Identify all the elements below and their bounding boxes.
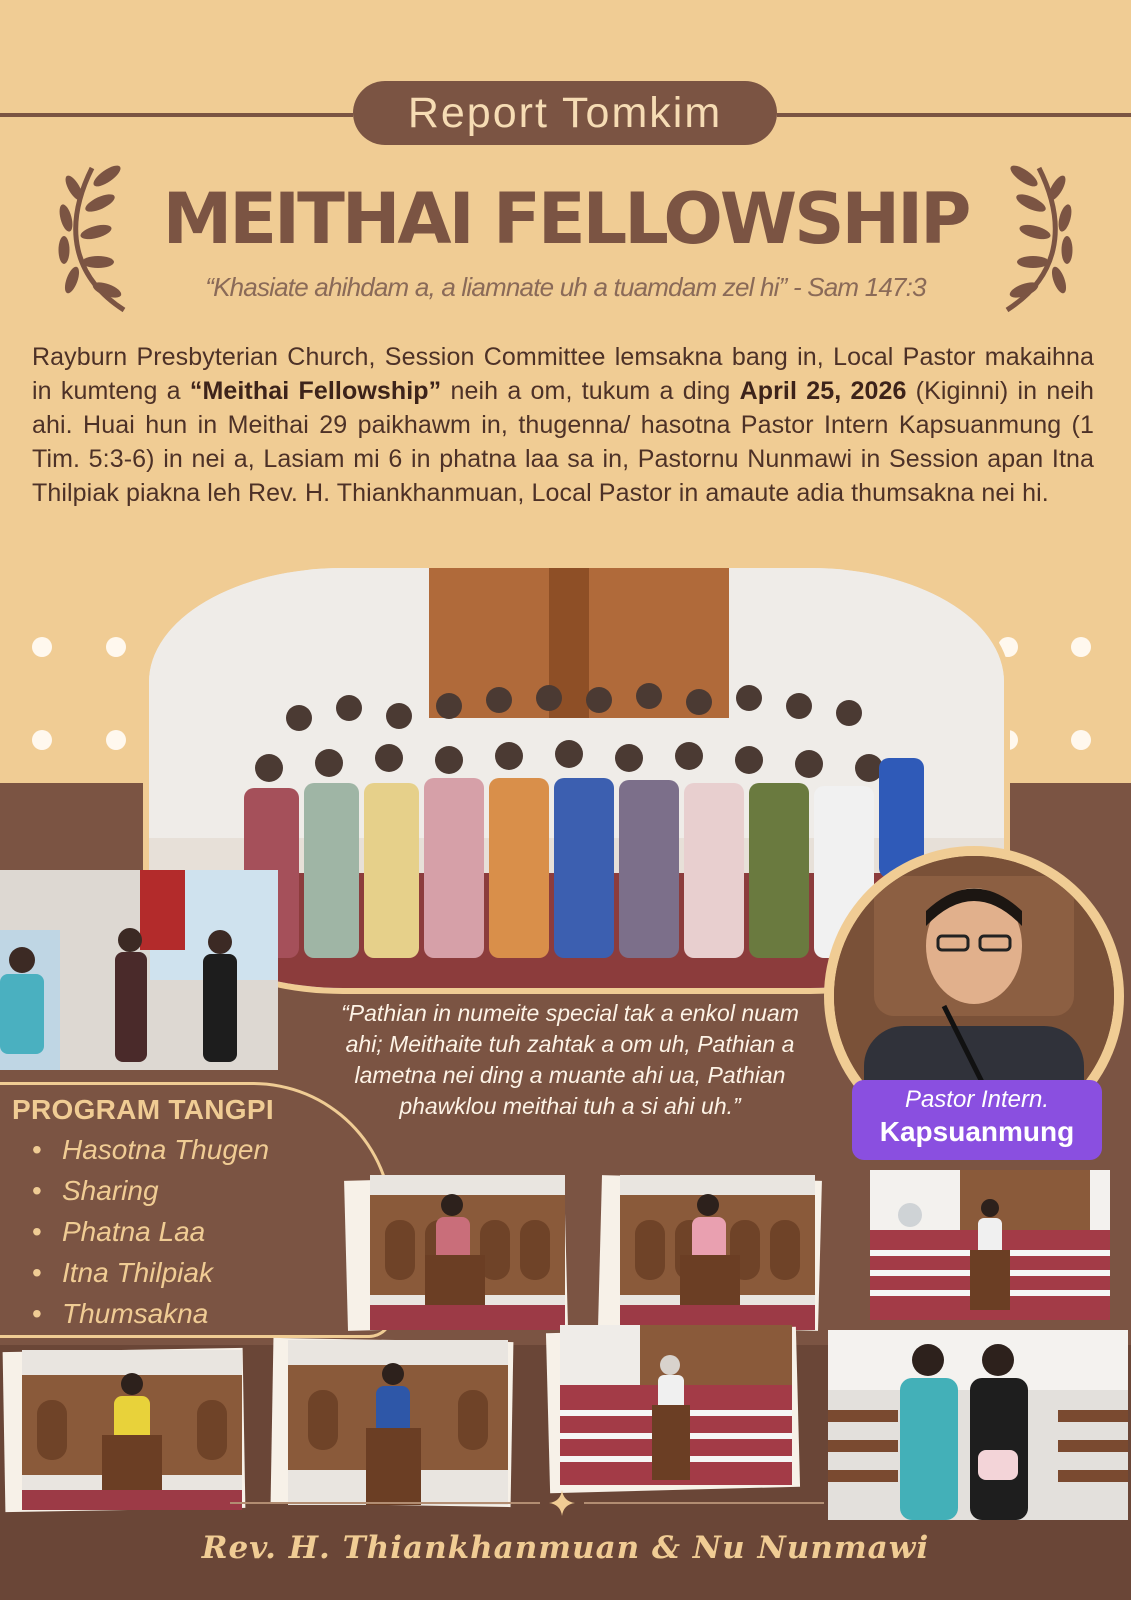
intro-text-1: Rayburn Presbyterian Church, Session Committee lemsakna bang in, Local Pastor makaihna in kumteng a <box>32 343 1094 405</box>
program-item: • Itna Thilpiak <box>32 1252 269 1293</box>
gift-photo <box>828 1330 1128 1520</box>
header-rule-left <box>0 113 353 117</box>
speaker-photo <box>370 1175 565 1330</box>
decor-dot <box>106 637 126 657</box>
decor-dot <box>1071 637 1091 657</box>
header-rule-right <box>777 113 1131 117</box>
pastor-name: Kapsuanmung <box>879 1116 1075 1147</box>
speaker-photo <box>870 1170 1110 1320</box>
decor-dot <box>1071 730 1091 750</box>
signature-rule-left <box>230 1502 540 1504</box>
speaker-photo <box>22 1350 242 1510</box>
intro-text-3: (Kiginni) in neih ahi. Huai hun in Meithai 29 paikhawm in, thugenna/ hasotna Pastor Intern Kapsuanmung (1 Tim. 5:3-6) in nei a, Lasiam mi 6 in phatna laa sa in, Pastornu Nunmawi in Session apan Itna Thilpiak piakna leh Rev. H. Thiankhanmuan, Local Pastor in amaute adia thumsakna nei hi. <box>32 377 1095 507</box>
program-list <box>32 1129 269 1334</box>
report-label: Report Tomkim <box>353 81 777 145</box>
signature: Rev. H. Thiankhanmuan & Nu Nunmawi <box>201 1530 930 1566</box>
sparkle-icon <box>549 1490 575 1516</box>
decor-dot <box>106 730 126 750</box>
decor-dot <box>32 730 52 750</box>
intro-text-2: neih a om, tukum a ding <box>441 377 740 405</box>
decor-dot <box>32 637 52 657</box>
speaker-photo <box>560 1325 792 1485</box>
pastor-name-tag <box>852 1080 1102 1160</box>
speaker-photo <box>288 1340 508 1505</box>
scripture-quote: “Pathian in numeite special tak a enkol nuam ahi; Meithaite tuh zahtak a om uh, Pathian a lametna nei ding a muante ahi ua, Pathian phawklou meithai tuh a si ahi uh.” <box>341 1000 799 1119</box>
speaker-photo <box>620 1175 815 1330</box>
signature-rule-right <box>584 1502 824 1504</box>
intro-event-name: “Meithai Fellowship” <box>189 377 442 405</box>
pastor-role: Pastor Intern. <box>904 1086 1050 1113</box>
bible-verse: “Khasiate ahihdam a, a liamnate uh a tuamdam zel hi” - Sam 147:3 <box>205 272 926 302</box>
program-item: • Thumsakna <box>32 1293 269 1334</box>
program-item: • Hasotna Thugen <box>32 1129 269 1170</box>
program-item: • Phatna Laa <box>32 1211 269 1252</box>
intro-paragraph <box>32 340 1094 510</box>
side-photo <box>0 870 278 1070</box>
program-item: • Sharing <box>32 1170 269 1211</box>
intro-date: April 25, 2026 <box>739 377 907 405</box>
program-title: PROGRAM TANGPI <box>12 1094 274 1125</box>
page-title: MEITHAI FELLOWSHIP <box>162 178 969 260</box>
